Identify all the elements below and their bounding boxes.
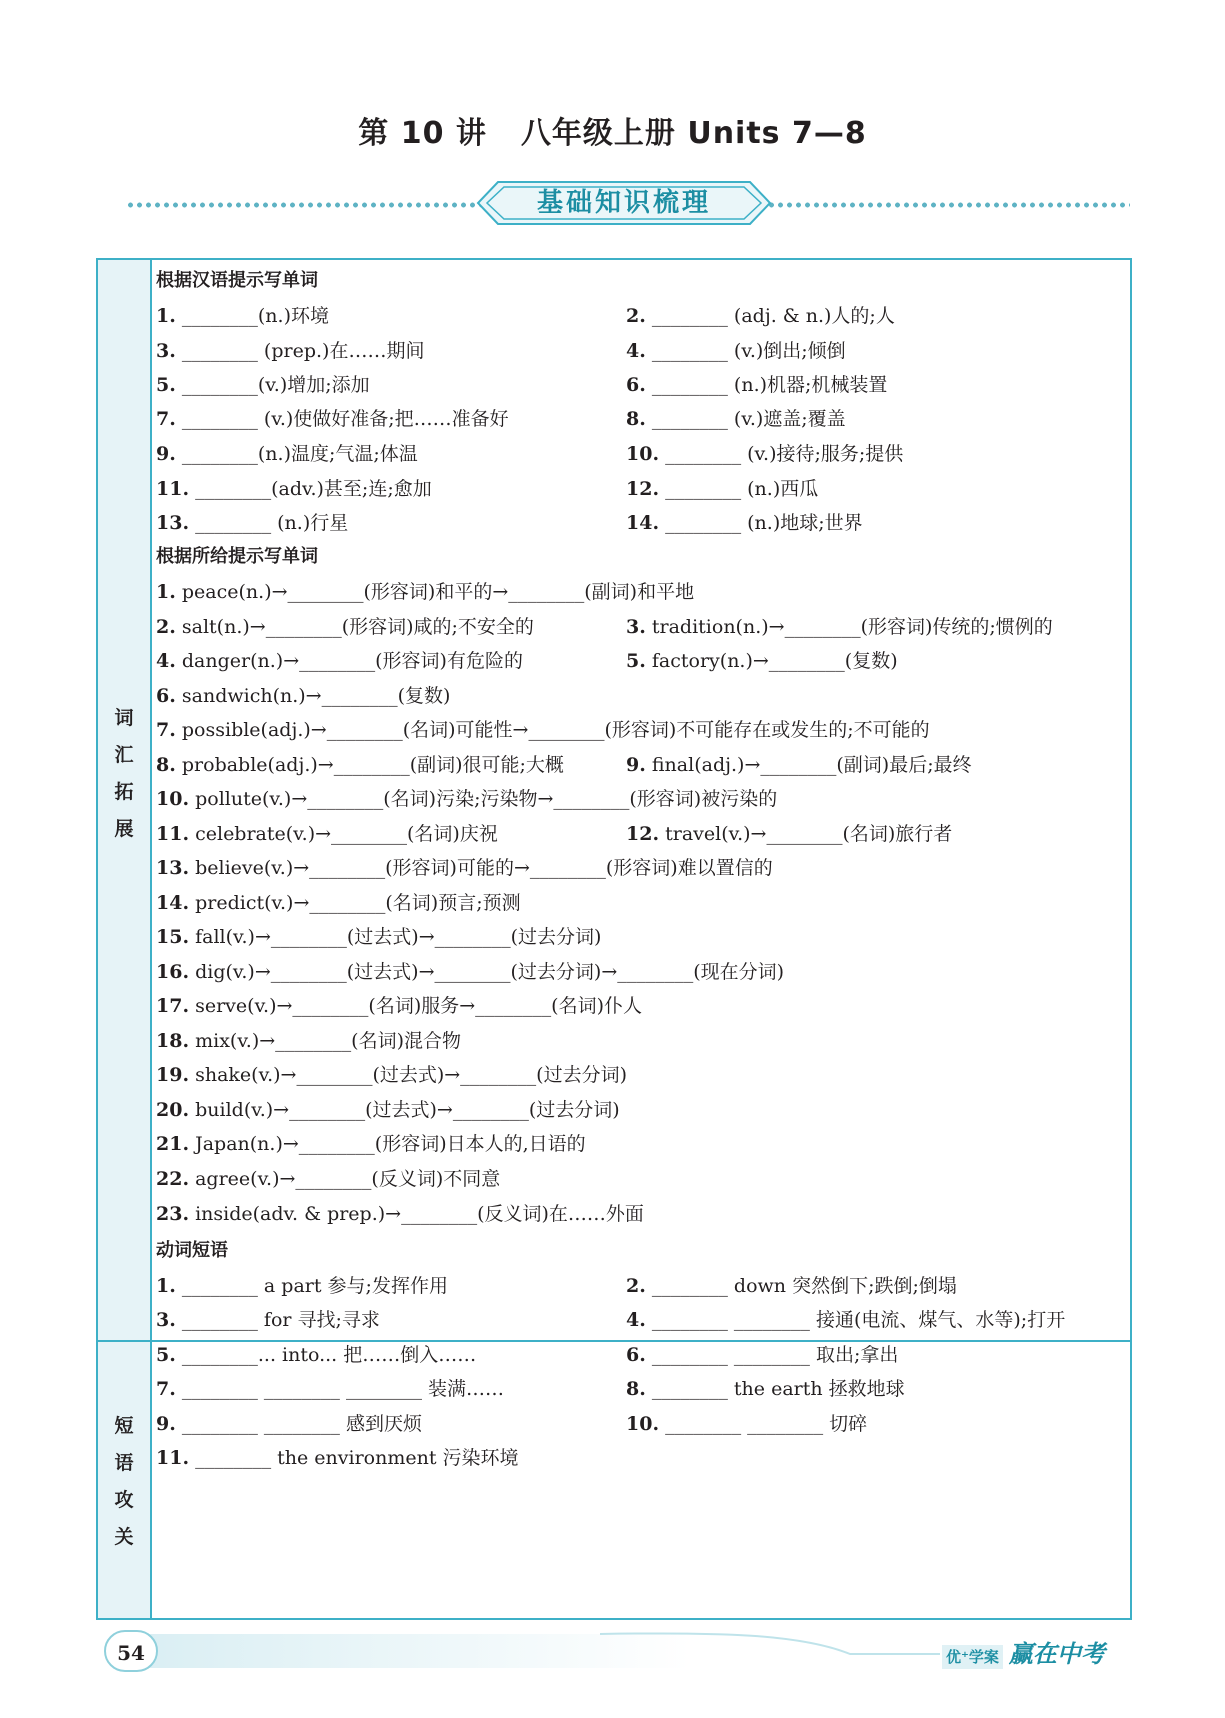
item-text: ________ (v.)倒出;倾倒 (645, 340, 846, 362)
item-text: ________ (adj. & n.)人的;人 (645, 305, 895, 327)
exercise-item (626, 338, 846, 364)
item-text: ________ the earth 拯救地球 (645, 1378, 905, 1400)
exercise-item (626, 441, 903, 467)
banner-title: 基础知识梳理 (536, 188, 711, 218)
item-text: pollute(v.)→________(名词)污染;污染物→________(形容词)被污染的 (189, 788, 778, 810)
item-number: 3. (156, 340, 176, 362)
exercise-item (156, 752, 564, 778)
footer-curve (600, 1628, 940, 1678)
item-text: factory(n.)→________(复数) (645, 650, 898, 672)
item-number: 9. (156, 443, 176, 465)
item-number: 5. (626, 650, 646, 672)
section-heading (156, 1238, 228, 1264)
exercise-item (626, 821, 952, 847)
brand-logo: 优⁺学案 赢在中考 (942, 1634, 1138, 1670)
item-number: 14. (626, 512, 660, 534)
item-text: dig(v.)→________(过去式)→________(过去分词)→________(现在分词) (189, 961, 785, 983)
item-number: 6. (156, 685, 176, 707)
exercise-item (156, 855, 773, 881)
item-text: fall(v.)→________(过去式)→________(过去分词) (189, 926, 602, 948)
item-number: 11. (156, 823, 190, 845)
exercise-item (156, 1201, 644, 1227)
exercise-item (626, 614, 1053, 640)
item-number: 9. (156, 1413, 176, 1435)
item-text: ________ a part 参与;发挥作用 (175, 1275, 448, 1297)
exercise-item (626, 648, 898, 674)
section-heading-text: 根据汉语提示写单词 (156, 270, 318, 291)
exercise-item (626, 372, 887, 398)
item-number: 20. (156, 1099, 190, 1121)
exercise-item (626, 1411, 867, 1437)
item-text: ________ the environment 污染环境 (189, 1447, 519, 1469)
item-number: 12. (626, 478, 660, 500)
exercise-item (156, 510, 348, 536)
exercise-item (156, 372, 370, 398)
item-text: salt(n.)→________(形容词)咸的;不安全的 (175, 616, 534, 638)
item-number: 2. (156, 616, 176, 638)
exercise-item (156, 993, 642, 1019)
exercise-item (156, 924, 601, 950)
exercise-item (156, 1273, 448, 1299)
item-text: danger(n.)→________(形容词)有危险的 (175, 650, 523, 672)
side-label-phrases: 短 语 攻 关 (114, 1415, 134, 1548)
item-text: ________... into... 把……倒入…… (175, 1344, 477, 1366)
item-number: 12. (626, 823, 660, 845)
item-text: build(v.)→________(过去式)→________(过去分词) (189, 1099, 620, 1121)
item-text: sandwich(n.)→________(复数) (175, 685, 451, 707)
item-number: 22. (156, 1168, 190, 1190)
exercise-item (156, 648, 523, 674)
exercise-item (156, 1445, 519, 1471)
item-number: 4. (156, 650, 176, 672)
item-text: predict(v.)→________(名词)预言;预测 (189, 892, 521, 914)
item-number: 7. (156, 408, 176, 430)
exercise-item (156, 1376, 504, 1402)
item-number: 10. (626, 1413, 660, 1435)
item-number: 11. (156, 478, 190, 500)
item-number: 13. (156, 512, 190, 534)
item-text: ________ (v.)使做好准备;把……准备好 (175, 408, 509, 430)
item-text: ________ (n.)西瓜 (659, 478, 819, 500)
item-text: inside(adv. & prep.)→________(反义词)在……外面 (189, 1203, 644, 1225)
exercise-item (156, 406, 509, 432)
item-number: 7. (156, 1378, 176, 1400)
item-text: ________ (v.)接待;服务;提供 (659, 443, 904, 465)
exercise-item (156, 683, 450, 709)
exercise-item (156, 1062, 627, 1088)
exercise-item (626, 406, 846, 432)
item-number: 8. (626, 408, 646, 430)
item-number: 2. (626, 305, 646, 327)
item-number: 10. (626, 443, 660, 465)
item-number: 1. (156, 581, 176, 603)
item-text: ________ for 寻找;寻求 (175, 1309, 380, 1331)
side-label-vocab: 词 汇 拓 展 (114, 707, 134, 840)
item-number: 14. (156, 892, 190, 914)
item-text: ________ ________ 接通(电流、煤气、水等);打开 (645, 1309, 1066, 1331)
exercise-item (156, 1307, 380, 1333)
item-number: 1. (156, 1275, 176, 1297)
section-banner (118, 180, 1130, 226)
exercise-item (156, 717, 930, 743)
item-text: believe(v.)→________(形容词)可能的→________(形容词)难以置信的 (189, 857, 773, 879)
item-number: 5. (156, 1344, 176, 1366)
item-number: 13. (156, 857, 190, 879)
item-number: 9. (626, 754, 646, 776)
item-text: ________ ________ 切碎 (659, 1413, 868, 1435)
item-text: ________ ________ 取出;拿出 (645, 1344, 899, 1366)
item-text: final(adj.)→________(副词)最后;最终 (645, 754, 972, 776)
item-number: 21. (156, 1133, 190, 1155)
exercise-item (626, 476, 818, 502)
exercise-item (626, 1376, 905, 1402)
exercise-item (156, 959, 784, 985)
item-text: serve(v.)→________(名词)服务→________(名词)仆人 (189, 995, 642, 1017)
exercise-item (156, 890, 521, 916)
item-number: 18. (156, 1030, 190, 1052)
exercise-item (156, 579, 694, 605)
item-text: probable(adj.)→________(副词)很可能;大概 (175, 754, 564, 776)
item-text: shake(v.)→________(过去式)→________(过去分词) (189, 1064, 628, 1086)
item-number: 7. (156, 719, 176, 741)
item-text: peace(n.)→________(形容词)和平的→________(副词)和平地 (175, 581, 695, 603)
item-number: 5. (156, 374, 176, 396)
item-text: ________ (n.)地球;世界 (659, 512, 863, 534)
item-number: 16. (156, 961, 190, 983)
exercise-item (156, 786, 777, 812)
item-text: ________ (v.)遮盖;覆盖 (645, 408, 846, 430)
item-number: 23. (156, 1203, 190, 1225)
item-text: ________ (n.)行星 (189, 512, 349, 534)
exercise-item (156, 476, 432, 502)
exercise-item (626, 752, 972, 778)
exercise-item (626, 510, 863, 536)
item-text: celebrate(v.)→________(名词)庆祝 (189, 823, 498, 845)
item-text: possible(adj.)→________(名词)可能性→________(形容词)不可能存在或发生的;不可能的 (175, 719, 930, 741)
section-heading-text: 动词短语 (156, 1240, 228, 1261)
item-number: 15. (156, 926, 190, 948)
item-number: 6. (626, 1344, 646, 1366)
section-heading (156, 268, 318, 294)
item-text: mix(v.)→________(名词)混合物 (189, 1030, 462, 1052)
item-text: ________ down 突然倒下;跌倒;倒塌 (645, 1275, 957, 1297)
exercise-item (156, 1131, 586, 1157)
item-text: ________(adv.)甚至;连;愈加 (189, 478, 432, 500)
item-number: 8. (626, 1378, 646, 1400)
exercise-item (156, 338, 424, 364)
item-text: ________(v.)增加;添加 (175, 374, 370, 396)
item-number: 4. (626, 1309, 646, 1331)
item-text: travel(v.)→________(名词)旅行者 (659, 823, 953, 845)
section-heading (156, 544, 318, 570)
item-number: 17. (156, 995, 190, 1017)
item-text: ________(n.)温度;气温;体温 (175, 443, 418, 465)
exercise-item (156, 614, 534, 640)
exercise-item (626, 303, 895, 329)
item-text: ________ (n.)机器;机械装置 (645, 374, 888, 396)
exercise-item (626, 1342, 898, 1368)
unit-range: 八年级上册 Units 7—8 (520, 116, 867, 151)
exercise-item (156, 1028, 461, 1054)
exercise-item (156, 1097, 620, 1123)
exercise-item (626, 1273, 957, 1299)
item-text: ________ ________ ________ 装满…… (175, 1378, 505, 1400)
item-text: tradition(n.)→________(形容词)传统的;惯例的 (645, 616, 1053, 638)
item-text: Japan(n.)→________(形容词)日本人的,日语的 (189, 1133, 586, 1155)
item-text: ________ (prep.)在……期间 (175, 340, 425, 362)
item-number: 1. (156, 305, 176, 327)
exercise-item (156, 1411, 422, 1437)
item-text: ________(n.)环境 (175, 305, 329, 327)
exercise-item (156, 441, 418, 467)
exercise-item (156, 821, 498, 847)
item-number: 4. (626, 340, 646, 362)
exercise-item (626, 1307, 1065, 1333)
page-number: 54 (104, 1630, 158, 1672)
item-number: 2. (626, 1275, 646, 1297)
item-number: 3. (156, 1309, 176, 1331)
exercise-item (156, 303, 329, 329)
page-title (0, 108, 1225, 152)
exercise-item (156, 1166, 500, 1192)
item-number: 11. (156, 1447, 190, 1469)
item-number: 3. (626, 616, 646, 638)
item-number: 6. (626, 374, 646, 396)
item-number: 19. (156, 1064, 190, 1086)
item-text: agree(v.)→________(反义词)不同意 (189, 1168, 501, 1190)
section-heading-text: 根据所给提示写单词 (156, 546, 318, 567)
item-number: 10. (156, 788, 190, 810)
exercise-item (156, 1342, 476, 1368)
item-number: 8. (156, 754, 176, 776)
item-text: ________ ________ 感到厌烦 (175, 1413, 422, 1435)
lecture-number: 第 10 讲 (358, 116, 487, 151)
